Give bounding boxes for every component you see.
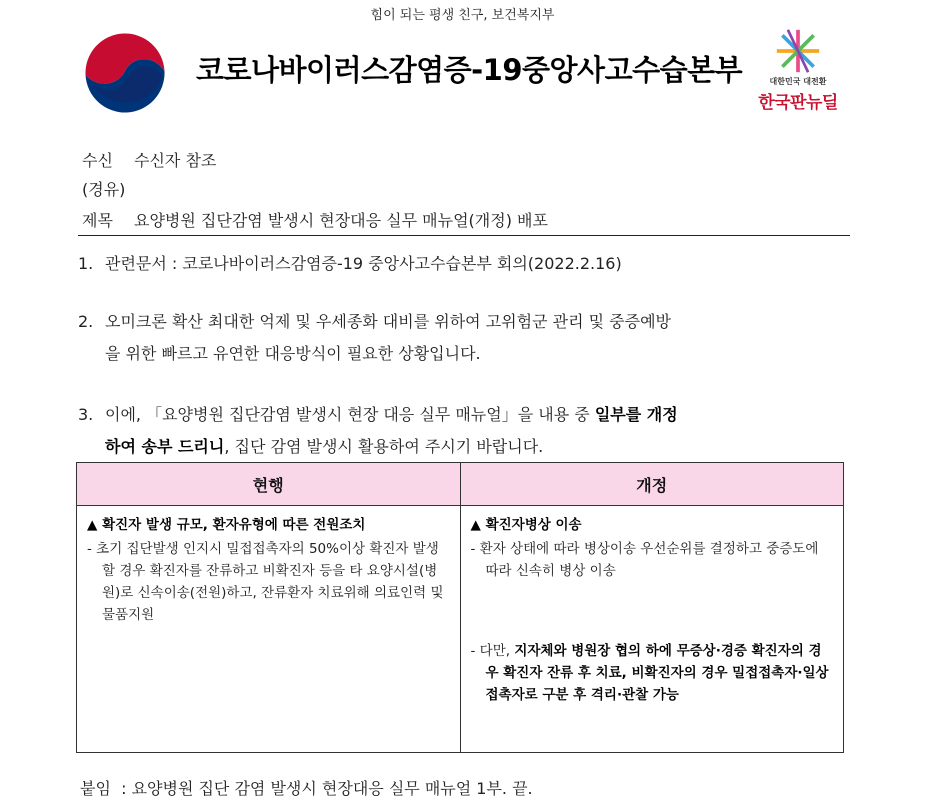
revised-item-2-bold: 지자체와 병원장 협의 하에 무증상·경증 확진자의 경우 확진자 잔류 후 치료, 비확진자의 경우 밀접접촉자·일상접촉자로 구분 후 격리·관찰 가능: [485, 643, 829, 703]
paragraph-bold-text: 하여 송부 드리니: [105, 437, 225, 456]
paragraph-text: 이에, 「요양병원 집단감염 발생시 현장 대응 실무 매뉴얼」을 내용 중: [105, 405, 595, 424]
current-item: - 초기 집단발생 인지시 밀접접촉자의 50%이상 확진자 발생할 경우 확진자를 잔류하고 비확진자 등을 타 요양시설(병원)로 신속이송(전원)하고, 잔류환자 치료위해 의료인력 및 물품지원: [87, 541, 444, 623]
comparison-table: [76, 462, 844, 753]
government-emblem-icon: [78, 26, 172, 120]
paragraph-text-cont: 을 위한 빠르고 유연한 대응방식이 필요한 상황입니다.: [105, 344, 481, 363]
revised-title: ▲ 확진자병상 이송: [470, 517, 582, 533]
paragraph-text: , 집단 감염 발생시 활용하여 주시기 바랍니다.: [224, 437, 544, 456]
current-title: ▲ 확진자 발생 규모, 환자유형에 따른 전원조치: [87, 517, 366, 533]
header-divider: [78, 235, 850, 236]
ministry-slogan: 힘이 되는 평생 친구, 보건복지부: [370, 8, 555, 23]
attachment-label: 붙임: [80, 779, 111, 798]
recipient-value: 수신자 참조: [134, 151, 217, 170]
recipient-label: 수신: [82, 151, 113, 170]
column-header-revised: 개정: [460, 463, 844, 506]
subject-label: 제목: [82, 211, 113, 230]
subject-value: 요양병원 집단감염 발생시 현장대응 실무 매뉴얼(개정) 배포: [134, 211, 548, 230]
paragraph-text: 관련문서 : 코로나바이러스감염증-19 중앙사고수습본부 회의(2022.2.16): [105, 254, 622, 273]
revised-item-1: - 환자 상태에 따라 병상이송 우선순위를 결정하고 중증도에 따라 신속히 병상 이송: [470, 541, 819, 579]
revised-item-2-prefix: - 다만,: [470, 643, 515, 659]
paragraph-text: 오미크론 확산 최대한 억제 및 우세종화 대비를 위하여 고위험군 관리 및 중증예방: [105, 312, 671, 331]
via-line: (경유): [82, 180, 126, 199]
revised-item-2: [471, 640, 834, 706]
paragraph-number: 1.: [78, 254, 94, 273]
current-cell: [77, 506, 461, 753]
paragraph-1: [78, 248, 850, 280]
new-deal-star-icon: [775, 28, 821, 74]
new-deal-logo: [748, 28, 848, 118]
agency-title: 코로나바이러스감염증-19중앙사고수습본부: [196, 53, 743, 87]
attachment-line: [80, 776, 533, 799]
paragraph-number: 3.: [78, 405, 94, 424]
paragraph-number: 2.: [78, 312, 94, 331]
brand-name: 한국판뉴딜: [758, 93, 838, 113]
paragraph-bold-text: 일부를 개정: [594, 405, 678, 424]
brand-tagline: 대한민국 대전환: [769, 77, 827, 86]
subject-line: [82, 208, 548, 231]
attachment-text: : 요양병원 집단 감염 발생시 현장대응 실무 매뉴얼 1부. 끝.: [121, 779, 533, 798]
recipient-line: [82, 148, 216, 171]
paragraph-2: [78, 306, 850, 370]
revised-cell: [460, 506, 844, 753]
column-header-current: 현행: [77, 463, 461, 506]
paragraph-3: [78, 399, 850, 463]
